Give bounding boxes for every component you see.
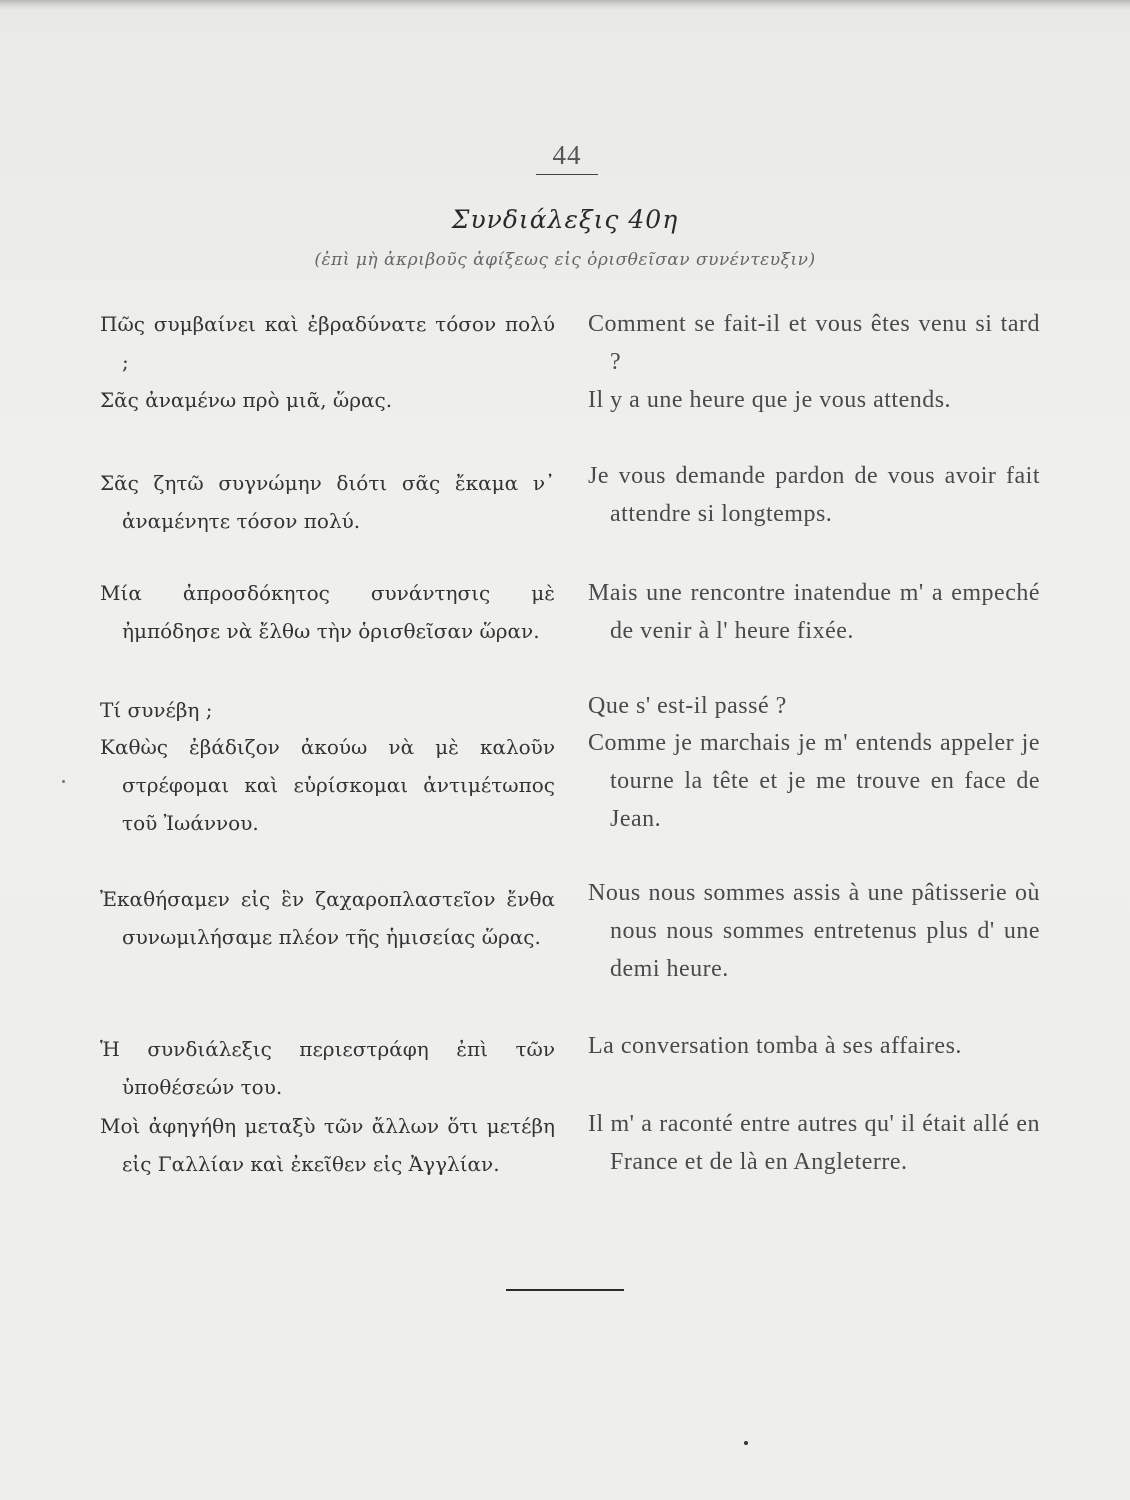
page-number-rule bbox=[536, 174, 598, 175]
french-entry-2: Il y a une heure que je vous attends. bbox=[588, 387, 952, 413]
ink-speck bbox=[744, 1441, 748, 1445]
french-entry-4: Mais une rencontre inatendue m' a empeché de venir à l' heure fixée. bbox=[588, 580, 1040, 644]
page-number: 44 bbox=[552, 140, 582, 170]
greek-entry-7: Ἐκαθήσαμεν εἰς ἓν ζαχαροπλαστεῖον ἔνθα συνωμιλήσαμε πλέον τῆς ἡμισείας ὥρας. bbox=[100, 887, 555, 949]
french-entry-8: La conversation tomba à ses affaires. bbox=[588, 1033, 962, 1059]
ink-speck bbox=[62, 780, 65, 783]
dialogue-title: Συνδιάλεξις 40η bbox=[451, 205, 679, 234]
greek-entry-1: Πῶς συμβαίνει καὶ ἐβραδύνατε τόσον πολύ ; bbox=[100, 312, 555, 374]
french-entry-9: Il m' a raconté entre autres qu' il était allé en France et de là en Angleterre. bbox=[588, 1111, 1040, 1175]
french-entry-1: Comment se fait-il et vous êtes venu si tard ? bbox=[588, 311, 1040, 375]
dialogue-subtitle: (ἐπὶ μὴ ἀκριβοῦς ἀφίξεως εἰς ὁρισθεῖσαν συνέντευξιν) bbox=[314, 250, 816, 270]
greek-entry-8: Ἡ συνδιάλεξις περιεστράφη ἐπὶ τῶν ὑποθέσεών του. bbox=[100, 1037, 555, 1099]
french-entry-5: Que s' est-il passé ? bbox=[588, 693, 787, 719]
greek-entry-6: Καθὼς ἐβάδιζον ἀκούω νὰ μὲ καλοῦν στρέφομαι καὶ εὑρίσκομαι ἀντιμέτωπος τοῦ Ἰωάννου. bbox=[100, 735, 555, 835]
page-top-edge bbox=[0, 0, 1130, 10]
french-entry-6: Comme je marchais je m' entends appeler je tourne la tête et je me trouve en face de Jean. bbox=[588, 730, 1040, 832]
end-rule bbox=[506, 1289, 624, 1291]
greek-entry-5: Τί συνέβη ; bbox=[100, 698, 213, 722]
french-entry-3: Je vous demande pardon de vous avoir fait attendre si longtemps. bbox=[588, 463, 1040, 527]
greek-entry-9: Μοὶ ἀφηγήθη μεταξὺ τῶν ἄλλων ὅτι μετέβη εἰς Γαλλίαν καὶ ἐκεῖθεν εἰς Ἀγγλίαν. bbox=[100, 1114, 555, 1176]
greek-entry-3: Σᾶς ζητῶ συγνώμην διότι σᾶς ἔκαμα ν᾿ ἀναμένητε τόσον πολύ. bbox=[100, 471, 555, 533]
greek-entry-4: Μία ἀπροσδόκητος συνάντησις μὲ ἠμπόδησε νὰ ἔλθω τὴν ὁρισθεῖσαν ὥραν. bbox=[100, 581, 555, 643]
greek-entry-2: Σᾶς ἀναμένω πρὸ μιᾶ, ὥρας. bbox=[100, 388, 393, 412]
french-entry-7: Nous nous sommes assis à une pâtisserie où nous nous sommes entretenus plus d' une demi heure. bbox=[588, 880, 1040, 982]
